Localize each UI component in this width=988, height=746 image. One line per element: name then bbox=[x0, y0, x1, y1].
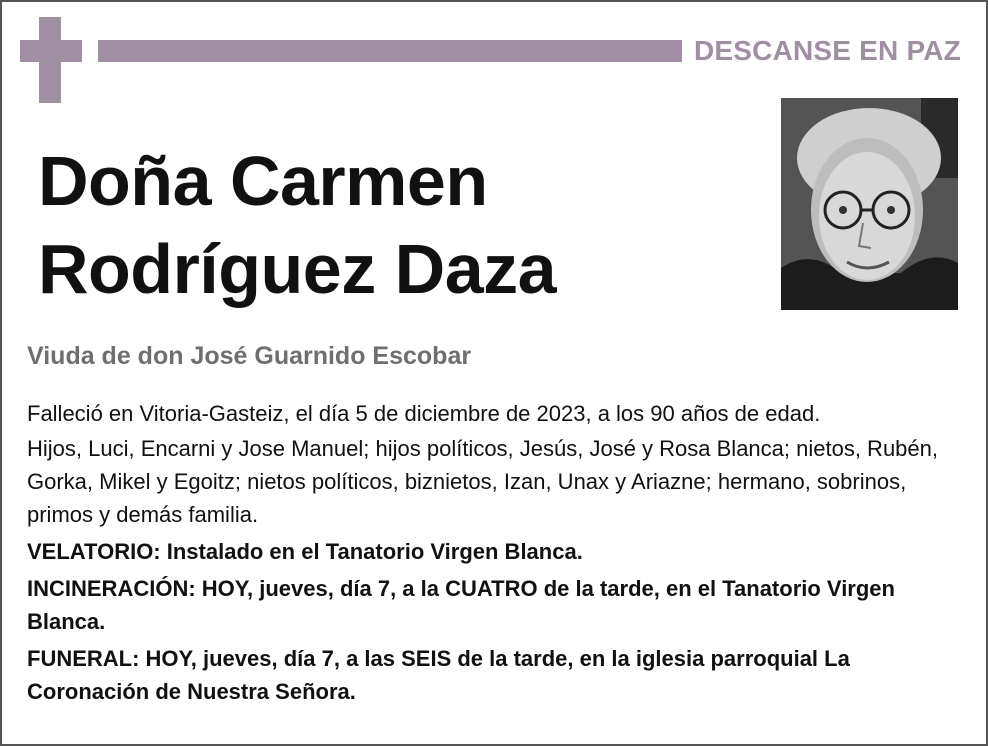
funeral-info: FUNERAL: HOY, jueves, día 7, a las SEIS de la tarde, en la iglesia parroquial La Coronación de Nuestra Señora. bbox=[27, 646, 850, 704]
portrait-photo bbox=[781, 98, 958, 310]
family-list: Hijos, Luci, Encarni y Jose Manuel; hijos políticos, Jesús, José y Rosa Blanca; nietos, Rubén, Gorka, Mikel y Egoitz; nietos políticos, biznietos, Izan, Unax y Ariazne; hermano, sobrinos, primos y demás familia. bbox=[27, 436, 939, 527]
velatorio-info: VELATORIO: Instalado en el Tanatorio Virgen Blanca. bbox=[27, 539, 583, 564]
header-divider-bar bbox=[98, 40, 682, 62]
portrait-illustration bbox=[781, 98, 958, 310]
widow-of-subtitle: Viuda de don José Guarnido Escobar bbox=[27, 342, 472, 370]
deceased-name-line1: Doña Carmen bbox=[38, 142, 488, 220]
death-notice: Falleció en Vitoria-Gasteiz, el día 5 de diciembre de 2023, a los 90 años de edad. bbox=[27, 401, 821, 426]
incineracion-info: INCINERACIÓN: HOY, jueves, día 7, a la CUATRO de la tarde, en el Tanatorio Virgen Blanca. bbox=[27, 576, 895, 634]
deceased-name bbox=[38, 137, 738, 313]
header-title: DESCANSE EN PAZ bbox=[694, 35, 961, 66]
obituary-body bbox=[27, 397, 957, 710]
cross-icon-arm bbox=[20, 40, 82, 62]
deceased-name-line2: Rodríguez Daza bbox=[38, 230, 557, 308]
